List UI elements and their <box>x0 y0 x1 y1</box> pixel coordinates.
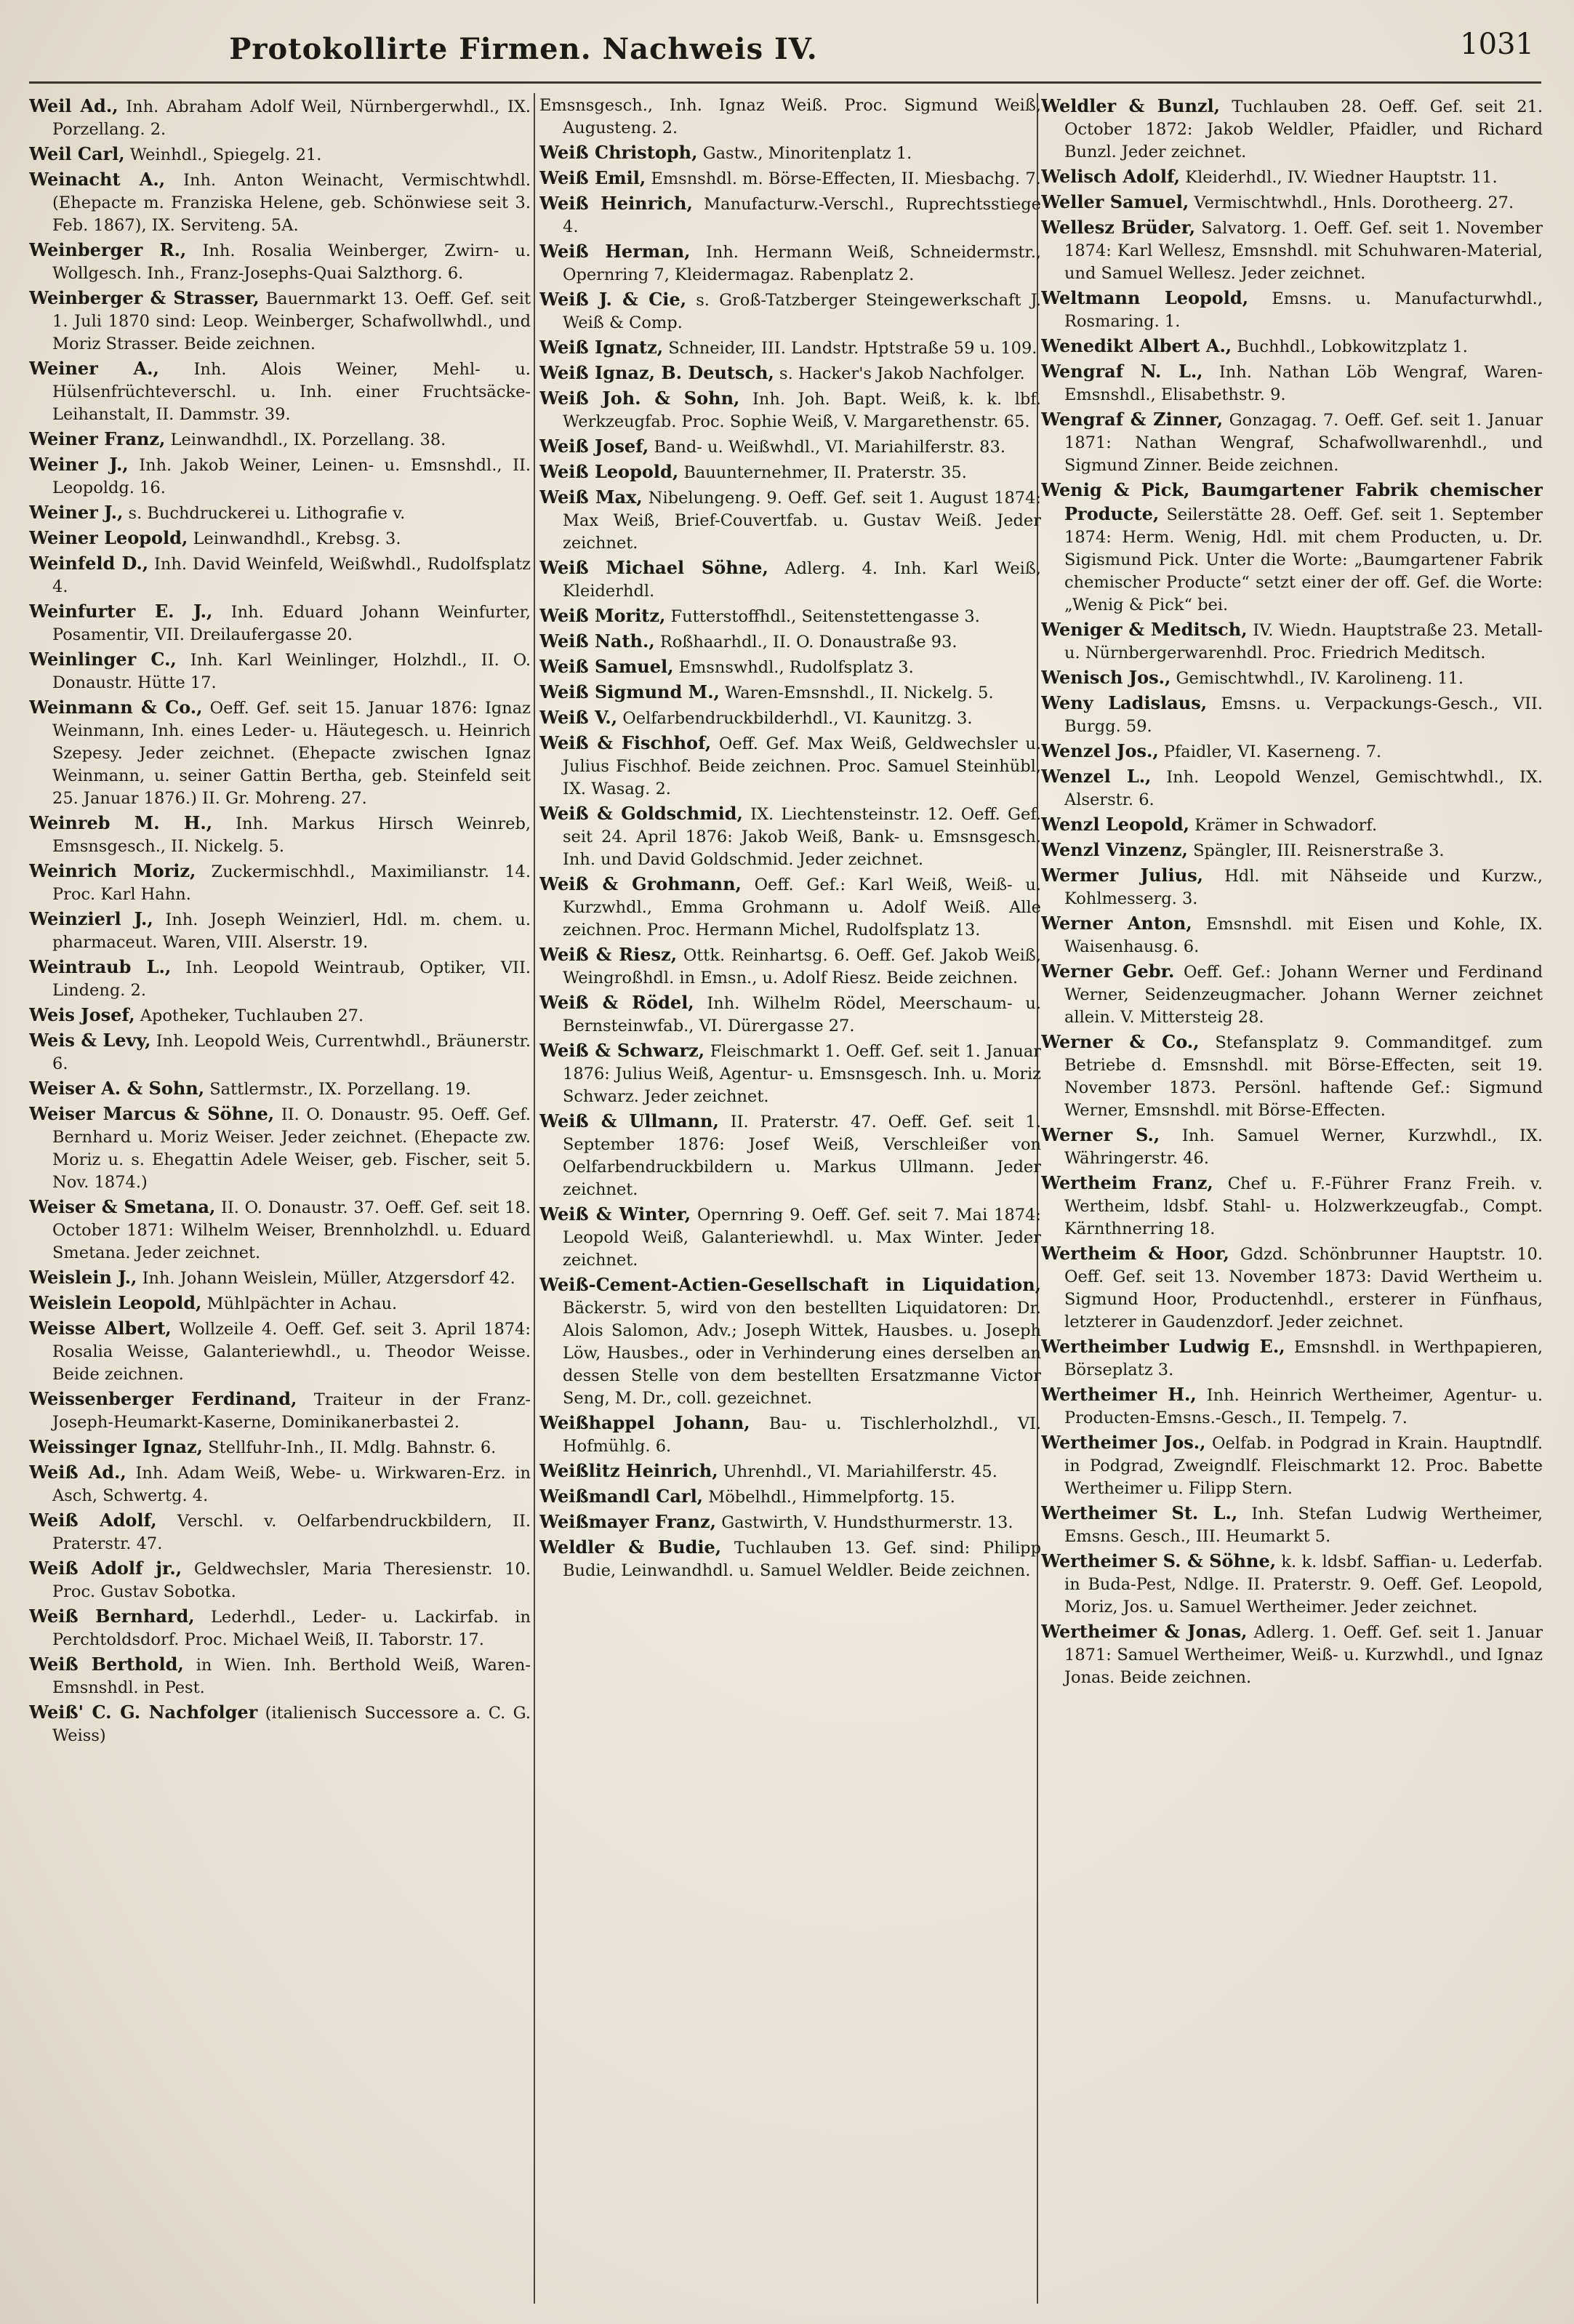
firm-name: Weiser A. & Sohn, <box>29 1078 205 1099</box>
entry-description: Inh. Eduard Johann Weinfurter, Posamentir, VII. Dreilaufergasse 20. <box>52 603 531 644</box>
directory-entry <box>29 287 531 356</box>
firm-name: Weiser Marcus & Söhne, <box>29 1103 275 1124</box>
firm-name: Weiß & Grohmann, <box>539 873 742 894</box>
directory-entry <box>29 1029 531 1075</box>
entry-description: s. Buchdruckerei u. Lithografie v. <box>128 504 406 523</box>
firm-name: Weltmann Leopold, <box>1041 287 1249 308</box>
directory-entry <box>29 1317 531 1386</box>
directory-entry <box>539 1485 1041 1509</box>
firm-name: Weil Carl, <box>29 143 125 164</box>
entry-description: Gdzd. Schönbrunner Hauptstr. 10. Oeff. Gef. seit 13. November 1873: David Wertheim u. Sigmund Hoor, Productenhdl., ersterer in Fünfhaus, letzterer in Gaudenzdorf. Jeder zeichnet. <box>1064 1245 1543 1331</box>
directory-entry <box>1041 165 1543 189</box>
directory-entry <box>539 1273 1041 1410</box>
firm-name: Wenzl Vinzenz, <box>1041 839 1188 860</box>
directory-entry <box>539 655 1041 679</box>
directory-entry <box>539 873 1041 942</box>
entry-description: Inh. Nathan Löb Wengraf, Waren-Emsnshdl., Elisabethstr. 9. <box>1064 363 1543 404</box>
directory-entry <box>29 453 531 500</box>
entry-description: Krämer in Schwadorf. <box>1194 816 1378 835</box>
directory-entry <box>29 357 531 426</box>
entry-description: Buchhdl., Lobkowitzplatz 1. <box>1237 337 1468 356</box>
firm-name: Wertheim & Hoor, <box>1041 1243 1229 1264</box>
entry-description: Geldwechsler, Maria Theresienstr. 10. Proc. Gustav Sobotka. <box>52 1560 531 1601</box>
directory-entry <box>539 288 1041 334</box>
directory-entry <box>539 460 1041 484</box>
entry-description: Apotheker, Tuchlauben 27. <box>140 1006 364 1025</box>
entry-description: Emsnswhdl., Rudolfsplatz 3. <box>678 658 914 677</box>
directory-entry <box>539 1459 1041 1483</box>
directory-entry <box>29 696 531 810</box>
directory-entry <box>1041 765 1543 812</box>
directory-entry <box>1041 1383 1543 1430</box>
directory-entry <box>539 240 1041 287</box>
entry-description: Manufacturw.-Verschl., Ruprechtsstiege 4. <box>563 195 1041 236</box>
directory-entry <box>539 336 1041 360</box>
firm-name: Weil Ad., <box>29 95 119 116</box>
firm-name: Weiß & Schwarz, <box>539 1040 705 1061</box>
directory-entry <box>29 501 531 525</box>
directory-entry <box>1041 838 1543 862</box>
firm-name: Weldler & Budie, <box>539 1536 722 1558</box>
directory-entry <box>29 955 531 1002</box>
directory-entry <box>539 604 1041 628</box>
entry-description: Oeff. Gef. seit 15. Januar 1876: Ignaz Weinmann, Inh. eines Leder- u. Häutegesch. u. Heinrich Szepesy. Jeder zeichnet. (Ehepacte zwischen Ignaz Weinmann, u. seiner Gattin Bertha, geb. Steinfeld seit 25. Januar 1876.) II. Gr. Mohreng. 27. <box>52 699 531 808</box>
firm-name: Weissinger Ignaz, <box>29 1436 204 1457</box>
entry-description: Inh. Samuel Werner, Kurzwhdl., IX. Währingerstr. 46. <box>1064 1126 1543 1168</box>
directory-entry <box>539 1536 1041 1582</box>
firm-name: Weiß V., <box>539 707 618 728</box>
firm-name: Weiner J., <box>29 454 129 475</box>
firm-name: Weiß Sigmund M., <box>539 681 720 702</box>
entry-description: Hdl. mit Nähseide und Kurzw., Kohlmesserg. 3. <box>1064 867 1543 908</box>
entry-description: Inh. Jakob Weiner, Leinen- u. Emsnshdl., II. Leopoldg. 16. <box>52 456 531 497</box>
firm-name: Wenzl Leopold, <box>1041 814 1190 835</box>
directory-entry <box>1041 287 1543 333</box>
firm-name: Weiß J. & Cie, <box>539 289 687 310</box>
directory-entry <box>29 1387 531 1434</box>
entry-description: Schneider, III. Landstr. Hptstraße 59 u. 109. <box>668 339 1037 358</box>
firm-name: Weiß Berthold, <box>29 1654 184 1675</box>
firm-name: Weislein J., <box>29 1267 137 1288</box>
directory-entry <box>29 168 531 237</box>
directory-entry <box>539 486 1041 555</box>
directory-entry <box>29 860 531 906</box>
entry-description: Inh. Wilhelm Rödel, Meerschaum- u. Bernsteinwfab., VI. Dürergasse 27. <box>563 994 1041 1035</box>
firm-name: Werner Anton, <box>1041 913 1192 934</box>
firm-name: Weiß & Ullmann, <box>539 1110 719 1131</box>
directory-entry <box>1041 1030 1543 1122</box>
firm-name: Weißlitz Heinrich, <box>539 1460 718 1481</box>
entry-description: IX. Liechtensteinstr. 12. Oeff. Gef. seit 24. April 1876: Jakob Weiß, Bank- u. Emsnsgesch. Inh. und David Goldschmid. Jeder zeichnet. <box>563 805 1041 869</box>
directory-entry <box>1041 666 1543 690</box>
entry-description: Wollzeile 4. Oeff. Gef. seit 3. April 1874: Rosalia Weisse, Galanteriewhdl., u. Theodor Weisse. Beide zeichnen. <box>52 1320 531 1384</box>
entry-description: II. Praterstr. 47. Oeff. Gef. seit 1. September 1876: Josef Weiß, Verschleißer von Oelfarbendruckbildern u. Markus Ullmann. Jeder zeichnet. <box>563 1113 1041 1199</box>
directory-entry <box>539 167 1041 191</box>
entry-description: Bäckerstr. 5, wird von den bestellten Liquidatoren: Dr. Alois Salomon, Adv.; Joseph Wittek, Hausbes. u. Joseph Löw, Hausbes., oder in Verhinderung eines derselben an dessen Stelle von dem bestellten Ersatzmanne Victor Seng, M. Dr., coll. gezeichnet. <box>563 1299 1041 1408</box>
directory-entry <box>29 95 531 141</box>
directory-entry <box>1041 191 1543 215</box>
firm-name: Weissenberger Ferdinand, <box>29 1388 297 1409</box>
firm-name: Werner Gebr. <box>1041 961 1175 982</box>
firm-name: Weiß & Winter, <box>539 1203 691 1225</box>
firm-name: Weiß Christoph, <box>539 142 698 163</box>
entry-description: Inh. Rosalia Weinberger, Zwirn- u. Wollgesch. Inh., Franz-Josephs-Quai Salzthorg. 6. <box>52 241 531 283</box>
firm-name: Weiß Ignatz, <box>539 337 664 358</box>
directory-entry <box>539 681 1041 705</box>
entry-description: Oelfab. in Podgrad in Krain. Hauptndlf. in Podgrad, Zweigndlf. Fleischmarkt 12. Proc. Babette Wertheimer u. Filipp Stern. <box>1064 1434 1543 1498</box>
firm-name: Weny Ladislaus, <box>1041 692 1208 713</box>
directory-entry <box>29 1102 531 1194</box>
firm-name: Wertheimer St. L., <box>1041 1502 1238 1523</box>
page-title: Protokollirte Firmen. Nachweis IV. <box>229 32 818 66</box>
directory-entry <box>1041 334 1543 358</box>
firm-name: Weinrich Moriz, <box>29 860 196 881</box>
entry-description: Emsns. u. Verpackungs-Gesch., VII. Burgg. 59. <box>1064 694 1543 736</box>
firm-name: Weinlinger C., <box>29 649 177 670</box>
entry-description: Inh. Adam Weiß, Webe- u. Wirkwaren-Erz. in Asch, Schwertg. 4. <box>52 1464 531 1505</box>
directory-entry <box>29 1003 531 1027</box>
firm-name: Weiß Samuel, <box>539 656 674 677</box>
entry-description: Bauernmarkt 13. Oeff. Gef. seit 1. Juli 1870 sind: Leop. Weinberger, Schafwollwhdl., und Moriz Strasser. Beide zeichnen. <box>52 289 531 353</box>
entry-description: Inh. Karl Weinlinger, Holzhdl., II. O. Donaustr. Hütte 17. <box>52 651 531 692</box>
entry-description: Stefansplatz 9. Commanditgef. zum Betriebe d. Emsnshdl. mit Börse-Effecten, seit 19. November 1873. Persönl. haftende Gef.: Sigmund Werner, Emsnshdl. mit Börse-Effecten. <box>1064 1033 1543 1120</box>
entry-description: Opernring 9. Oeff. Gef. seit 7. Mai 1874: Leopold Weiß, Galanteriewhdl. u. Max Winter. Jeder zeichnet. <box>563 1206 1041 1270</box>
directory-entry <box>1041 864 1543 910</box>
directory-entry <box>29 1653 531 1699</box>
directory-entry <box>539 361 1041 385</box>
directory-entry <box>29 1435 531 1459</box>
directory-entry <box>29 600 531 646</box>
directory-entry <box>539 630 1041 654</box>
directory-entry <box>539 991 1041 1038</box>
directory-entry <box>539 1411 1041 1458</box>
firm-name: Weiß Ignaz, B. Deutsch, <box>539 362 774 383</box>
firm-name: Weiß Adolf, <box>29 1510 157 1531</box>
entry-description: Inh. Leopold Weintraub, Optiker, VII. Lindeng. 2. <box>52 958 531 1000</box>
directory-entry <box>1041 360 1543 406</box>
directory-entry <box>539 387 1041 433</box>
firm-name: Weiß Leopold, <box>539 461 679 482</box>
column-divider <box>534 93 535 2304</box>
firm-name: Werner S., <box>1041 1124 1160 1145</box>
entry-description: Möbelhdl., Himmelpfortg. 15. <box>708 1488 955 1507</box>
entry-description: Pfaidler, VI. Kaserneng. 7. <box>1163 742 1382 761</box>
firm-name: Werner & Co., <box>1041 1031 1200 1052</box>
firm-name: Wertheimer Jos., <box>1041 1432 1206 1453</box>
entry-description: Leinwandhdl., Krebsg. 3. <box>193 529 401 548</box>
firm-name: Weinberger R., <box>29 239 187 260</box>
directory-entry <box>1041 1550 1543 1619</box>
directory-entry <box>29 648 531 694</box>
firm-name: Weinmann & Co., <box>29 697 203 718</box>
entry-description: Nibelungeng. 9. Oeff. Gef. seit 1. August 1874: Max Weiß, Brief-Couvertfab. u. Gustav Weiß. Jeder zeichnet. <box>563 489 1041 553</box>
entry-description: Zuckermischhdl., Maximilianstr. 14. Proc. Karl Hahn. <box>52 862 531 904</box>
entry-description: Futterstoffhdl., Seitenstettengasse 3. <box>670 607 980 626</box>
directory-entry <box>539 706 1041 730</box>
entry-description: Emsnshdl. m. Börse-Effecten, II. Miesbachg. 7. <box>651 169 1041 188</box>
directory-entry <box>539 556 1041 603</box>
firm-name: Weiß Josef, <box>539 436 649 457</box>
entry-description: Inh. Joseph Weinzierl, Hdl. m. chem. u. pharmaceut. Waren, VIII. Alserstr. 19. <box>52 910 531 952</box>
directory-entry <box>539 1510 1041 1534</box>
entry-description: Lederhdl., Leder- u. Lackirfab. in Perchtoldsdorf. Proc. Michael Weiß, II. Taborstr. 17. <box>52 1608 531 1649</box>
firm-name: Wertheim Franz, <box>1041 1172 1213 1193</box>
entry-description: Inh. Joh. Bapt. Weiß, k. k. lbf. Werkzeugfab. Proc. Sophie Weiß, V. Margarethenstr. 65. <box>563 390 1041 431</box>
entry-description: Waren-Emsnshdl., II. Nickelg. 5. <box>725 684 994 702</box>
entry-description: s. Groß-Tatzberger Steingewerkschaft J. Weiß & Comp. <box>563 291 1041 332</box>
entry-description: Kleiderhdl., IV. Wiedner Hauptstr. 11. <box>1185 168 1498 187</box>
entry-description: Emsnsgesch., Inh. Ignaz Weiß. Proc. Sigmund Weiß, Augusteng. 2. <box>539 96 1041 137</box>
firm-name: Weller Samuel, <box>1041 191 1189 212</box>
entry-description: Bau- u. Tischlerholzhdl., VI. Hofmühlg. 6. <box>563 1414 1041 1456</box>
firm-name: Weiß Adolf jr., <box>29 1558 182 1579</box>
directory-entry <box>29 526 531 550</box>
entry-description: s. Hacker's Jakob Nachfolger. <box>779 364 1025 383</box>
directory-entry <box>1041 95 1543 164</box>
directory-entry <box>1041 408 1543 477</box>
entry-description: Inh. David Weinfeld, Weißwhdl., Rudolfsplatz 4. <box>52 555 531 596</box>
firm-name: Weis Josef, <box>29 1004 135 1025</box>
firm-name: Weiß Joh. & Sohn, <box>539 388 740 409</box>
firm-name: Wenzel Jos., <box>1041 740 1159 761</box>
entry-description: Inh. Heinrich Wertheimer, Agentur- u. Producten-Emsns.-Gesch., II. Tempelg. 7. <box>1064 1386 1543 1427</box>
firm-name: Weißmayer Franz, <box>539 1511 717 1532</box>
firm-name: Wertheimer S. & Söhne, <box>1041 1550 1277 1571</box>
directory-entry <box>539 732 1041 801</box>
firm-name: Wermer Julius, <box>1041 865 1203 886</box>
firm-name: Weis & Levy, <box>29 1030 151 1051</box>
directory-entry <box>1041 1502 1543 1548</box>
entry-description: Band- u. Weißwhdl., VI. Mariahilferstr. 83. <box>654 438 1005 457</box>
entry-description: Oelfarbendruckbilderhdl., VI. Kaunitzg. 3. <box>622 709 973 728</box>
entry-description: Chef u. F.-Führer Franz Freih. v. Wertheim, ldsbf. Stahl- u. Holzwerkzeugfab., Compt. Kärnthnerring 18. <box>1064 1174 1543 1238</box>
directory-entry <box>539 192 1041 239</box>
firm-name: Weiß Ad., <box>29 1462 127 1483</box>
firm-name: Weißhappel Johann, <box>539 1412 750 1433</box>
entry-description: Ottk. Reinhartsg. 6. Oeff. Gef. Jakob Weiß, Weingroßhdl. in Emsn., u. Adolf Riesz. Beide zeichnen. <box>563 946 1041 987</box>
entry-description: Salvatorg. 1. Oeff. Gef. seit 1. November 1874: Karl Wellesz, Emsnshdl. mit Schuhwaren-Material, und Samuel Wellesz. Jeder zeichnet. <box>1064 219 1543 283</box>
directory-entry <box>1041 740 1543 764</box>
firm-name: Weißmandl Carl, <box>539 1486 704 1507</box>
directory-entry <box>29 239 531 285</box>
entry-description: Inh. Leopold Wenzel, Gemischtwhdl., IX. Alserstr. 6. <box>1064 768 1543 809</box>
entry-description: Traiteur in der Franz-Joseph-Heumarkt-Kaserne, Dominikanerbastei 2. <box>52 1390 531 1432</box>
firm-name: Wertheimer H., <box>1041 1384 1197 1405</box>
firm-name: Weiß Bernhard, <box>29 1606 195 1627</box>
directory-entry <box>1041 1620 1543 1689</box>
firm-name: Weiß' C. G. Nachfolger <box>29 1702 258 1723</box>
entry-description: Adlerg. 1. Oeff. Gef. seit 1. Januar 1871: Samuel Wertheimer, Weiß- u. Kurzwhdl., und Ignaz Jonas. Beide zeichnen. <box>1064 1623 1543 1687</box>
directory-entry <box>539 802 1041 871</box>
entry-description: Fleischmarkt 1. Oeff. Gef. seit 1. Januar 1876: Julius Weiß, Agentur- u. Emsnsgesch. Inh. u. Moriz Schwarz. Jeder zeichnet. <box>563 1042 1041 1106</box>
entry-description: Oeff. Gef.: Johann Werner und Ferdinand Werner, Seidenzeugmacher. Johann Werner zeichnet allein. V. Mittersteig 28. <box>1064 963 1543 1027</box>
entry-description: Tuchlauben 28. Oeff. Gef. seit 21. October 1872: Jakob Weldler, Pfaidler, und Richard Bunzl. Jeder zeichnet. <box>1064 97 1543 161</box>
entry-description: Gastw., Minoritenplatz 1. <box>702 144 912 163</box>
directory-entry <box>29 1701 531 1747</box>
entry-description: Sattlermstr., IX. Porzellang. 19. <box>209 1080 471 1099</box>
directory-entry <box>1041 1242 1543 1334</box>
directory-entry <box>29 1605 531 1651</box>
directory-entry <box>29 1195 531 1265</box>
firm-name: Wenzel L., <box>1041 766 1152 787</box>
directory-entry <box>1041 912 1543 958</box>
entry-description: IV. Wiedn. Hauptstraße 23. Metall- u. Nürnbergerwarenhdl. Proc. Friedrich Meditsch. <box>1064 621 1543 662</box>
entry-description: Spängler, III. Reisnerstraße 3. <box>1193 841 1445 860</box>
firm-name: Wengraf N. L., <box>1041 361 1203 382</box>
entry-description: Stellfuhr-Inh., II. Mdlg. Bahnstr. 6. <box>208 1438 497 1457</box>
firm-name: Wenisch Jos., <box>1041 667 1171 688</box>
directory-entry <box>1041 813 1543 837</box>
column-3 <box>1041 95 1543 2305</box>
directory-entry <box>1041 1431 1543 1500</box>
directory-entry <box>539 95 1041 140</box>
directory-entry <box>539 435 1041 459</box>
firm-name: Wertheimer & Jonas, <box>1041 1621 1248 1642</box>
firm-name: Weiß Michael Söhne, <box>539 557 768 578</box>
column-1 <box>29 95 531 2305</box>
entry-description: Emsnshdl. mit Eisen und Kohle, IX. Waisenhausg. 6. <box>1064 915 1543 956</box>
entry-description: Inh. Anton Weinacht, Vermischtwhdl. (Ehepacte m. Franziska Helene, geb. Schönwiese seit 3. Feb. 1867), IX. Serviteng. 5A. <box>52 171 531 235</box>
entry-description: Inh. Abraham Adolf Weil, Nürnbergerwhdl., IX. Porzellang. 2. <box>52 97 531 139</box>
page-number: 1031 <box>1460 28 1534 61</box>
firm-name: Wenedikt Albert A., <box>1041 335 1232 356</box>
directory-entry <box>1041 478 1543 617</box>
entry-description: Bauunternehmer, II. Praterstr. 35. <box>683 463 967 482</box>
directory-entry <box>29 1077 531 1101</box>
entry-description: k. k. ldsbf. Saffian- u. Lederfab. in Buda-Pest, Ndlge. II. Praterstr. 9. Oeff. Gef. Leopold, Moriz, Jos. u. Samuel Wertheimer. Jeder zeichnet. <box>1064 1552 1543 1616</box>
directory-entry <box>1041 1171 1543 1241</box>
directory-entry <box>29 552 531 598</box>
entry-description: Inh. Stefan Ludwig Wertheimer, Emsns. Gesch., III. Heumarkt 5. <box>1064 1504 1543 1546</box>
entry-description: Leinwandhdl., IX. Porzellang. 38. <box>170 430 446 449</box>
directory-entry <box>29 1557 531 1603</box>
firm-name: Weinfurter E. J., <box>29 601 213 622</box>
directory-entry <box>29 428 531 452</box>
entry-description: II. O. Donaustr. 95. Oeff. Gef. Bernhard u. Moriz Weiser. Jeder zeichnet. (Ehepacte zw. Moriz u. s. Ehegattin Adele Weiser, geb. Fischer, seit 5. Nov. 1874.) <box>52 1105 531 1192</box>
directory-entry <box>29 907 531 954</box>
firm-name: Weiner Franz, <box>29 428 166 449</box>
firm-name: Weinberger & Strasser, <box>29 287 260 308</box>
entry-description: Oeff. Gef. Max Weiß, Geldwechsler u. Julius Fischhof. Beide zeichnen. Proc. Samuel Steinhübl, IX. Wasag. 2. <box>563 734 1041 798</box>
firm-name: Weiner A., <box>29 358 159 379</box>
entry-description: Gastwirth, V. Hundsthurmerstr. 13. <box>721 1513 1013 1532</box>
firm-name: Weiß & Goldschmid, <box>539 803 743 824</box>
firm-name: Weinfeld D., <box>29 553 149 574</box>
firm-name: Weinzierl J., <box>29 908 153 929</box>
entry-description: Gemischtwhdl., IV. Karolineng. 11. <box>1176 669 1464 688</box>
entry-description: Inh. Leopold Weis, Currentwhdl., Bräunerstr. 6. <box>52 1032 531 1073</box>
directory-entry <box>539 1110 1041 1201</box>
directory-entry <box>1041 692 1543 738</box>
firm-name: Weniger & Meditsch, <box>1041 619 1248 640</box>
firm-name: Welisch Adolf, <box>1041 166 1181 187</box>
entry-description: Seilerstätte 28. Oeff. Gef. seit 1. September 1874: Herm. Wenig, Hdl. mit chem Producten, u. Dr. Sigismund Pick. Unter die Worte: „Baumgartener Fabrik chemischer Producte“ setzt einer der off. Gef. die Worte: „Wenig & Pick“ bei. <box>1064 505 1543 614</box>
entry-description: Mühlpächter in Achau. <box>206 1294 398 1313</box>
firm-name: Weiner Leopold, <box>29 527 188 548</box>
firm-name: Weiß-Cement-Actien-Gesellschaft in Liquidation, <box>539 1274 1041 1295</box>
directory-entry <box>1041 1123 1543 1170</box>
directory-entry <box>29 1509 531 1555</box>
entry-description: Weinhdl., Spiegelg. 21. <box>129 145 322 164</box>
entry-description: Roßhaarhdl., II. O. Donaustraße 93. <box>659 633 957 652</box>
entry-description: Emsnshdl. in Werthpapieren, Börseplatz 3. <box>1064 1338 1543 1379</box>
firm-name: Weiß Emil, <box>539 167 646 188</box>
directory-entry <box>1041 216 1543 285</box>
firm-name: Weiß Nath., <box>539 630 655 652</box>
firm-name: Weiß & Rödel, <box>539 992 694 1013</box>
directory-entry <box>29 143 531 167</box>
directory-entry <box>29 812 531 858</box>
firm-name: Weiß Herman, <box>539 241 691 262</box>
firm-name: Wellesz Brüder, <box>1041 217 1196 238</box>
entry-description: Inh. Markus Hirsch Weinreb, Emsnsgesch., II. Nickelg. 5. <box>52 814 531 856</box>
entry-description: II. O. Donaustr. 37. Oeff. Gef. seit 18. October 1871: Wilhelm Weiser, Brennholzhdl. u. Eduard Smetana. Jeder zeichnet. <box>52 1198 531 1262</box>
directory-entry <box>539 1039 1041 1108</box>
directory-entry <box>1041 960 1543 1029</box>
directory-entry <box>29 1266 531 1290</box>
firm-name: Weisse Albert, <box>29 1318 172 1339</box>
entry-description: Vermischtwhdl., Hnls. Dorotheerg. 27. <box>1194 193 1514 212</box>
entry-description: Inh. Alois Weiner, Mehl- u. Hülsenfrüchteverschl. u. Inh. einer Fruchtsäcke-Leihanstalt, II. Dammstr. 39. <box>52 360 531 424</box>
firm-name: Weiß & Fischhof, <box>539 732 712 753</box>
column-2 <box>539 95 1041 2305</box>
firm-name: Weiß Max, <box>539 486 643 508</box>
entry-description: in Wien. Inh. Berthold Weiß, Waren-Emsnshdl. in Pest. <box>52 1656 531 1697</box>
firm-name: Weintraub L., <box>29 956 172 977</box>
firm-name: Weislein Leopold, <box>29 1292 202 1313</box>
firm-name: Weinacht A., <box>29 169 166 190</box>
entry-description: (italienisch Successore a. C. G. Weiss) <box>52 1704 531 1745</box>
entry-description: Oeff. Gef.: Karl Weiß, Weiß- u. Kurzwhdl., Emma Grohmann u. Adolf Weiß. Alle zeichnen. Proc. Hermann Michel, Rudolfsplatz 13. <box>563 875 1041 939</box>
entry-description: Verschl. v. Oelfarbendruckbildern, II. Praterstr. 47. <box>52 1512 531 1553</box>
firm-name: Weinreb M. H., <box>29 812 213 833</box>
firm-name: Weldler & Bunzl, <box>1041 95 1221 116</box>
page-header <box>0 28 1574 71</box>
entry-description: Inh. Hermann Weiß, Schneidermstr., Opernring 7, Kleidermagaz. Rabenplatz 2. <box>563 243 1041 284</box>
directory-entry <box>1041 1335 1543 1382</box>
directory-entry <box>539 943 1041 990</box>
directory-entry <box>539 1203 1041 1272</box>
firm-name: Weiser & Smetana, <box>29 1196 216 1217</box>
directory-entry <box>29 1461 531 1507</box>
firm-name: Wengraf & Zinner, <box>1041 409 1224 430</box>
entry-description: Tuchlauben 13. Gef. sind: Philipp Budie, Leinwandhdl. u. Samuel Weldler. Beide zeichnen. <box>563 1539 1041 1580</box>
firm-name: Weiß Moritz, <box>539 605 666 626</box>
entry-description: Uhrenhdl., VI. Mariahilferstr. 45. <box>723 1462 997 1481</box>
entry-description: Emsns. u. Manufacturwhdl., Rosmaring. 1. <box>1064 289 1543 331</box>
directory-entry <box>29 1291 531 1315</box>
firm-name: Wenig & Pick, Baumgartener Fabrik chemischer Producte, <box>1041 479 1543 524</box>
firm-name: Weiß Heinrich, <box>539 193 693 214</box>
entry-description: Inh. Johann Weislein, Müller, Atzgersdorf 42. <box>142 1269 515 1288</box>
entry-description: Adlerg. 4. Inh. Karl Weiß, Kleiderhdl. <box>563 559 1041 601</box>
entry-description: Gonzagag. 7. Oeff. Gef. seit 1. Januar 1871: Nathan Wengraf, Schafwollwarenhdl., und Sigmund Zinner. Beide zeichnen. <box>1064 411 1543 475</box>
firm-name: Weiner J., <box>29 502 124 523</box>
firm-name: Weiß & Riesz, <box>539 944 678 965</box>
directory-entry <box>1041 618 1543 665</box>
directory-entry <box>539 141 1041 165</box>
header-rule <box>29 81 1541 84</box>
firm-name: Wertheimber Ludwig E., <box>1041 1336 1285 1357</box>
